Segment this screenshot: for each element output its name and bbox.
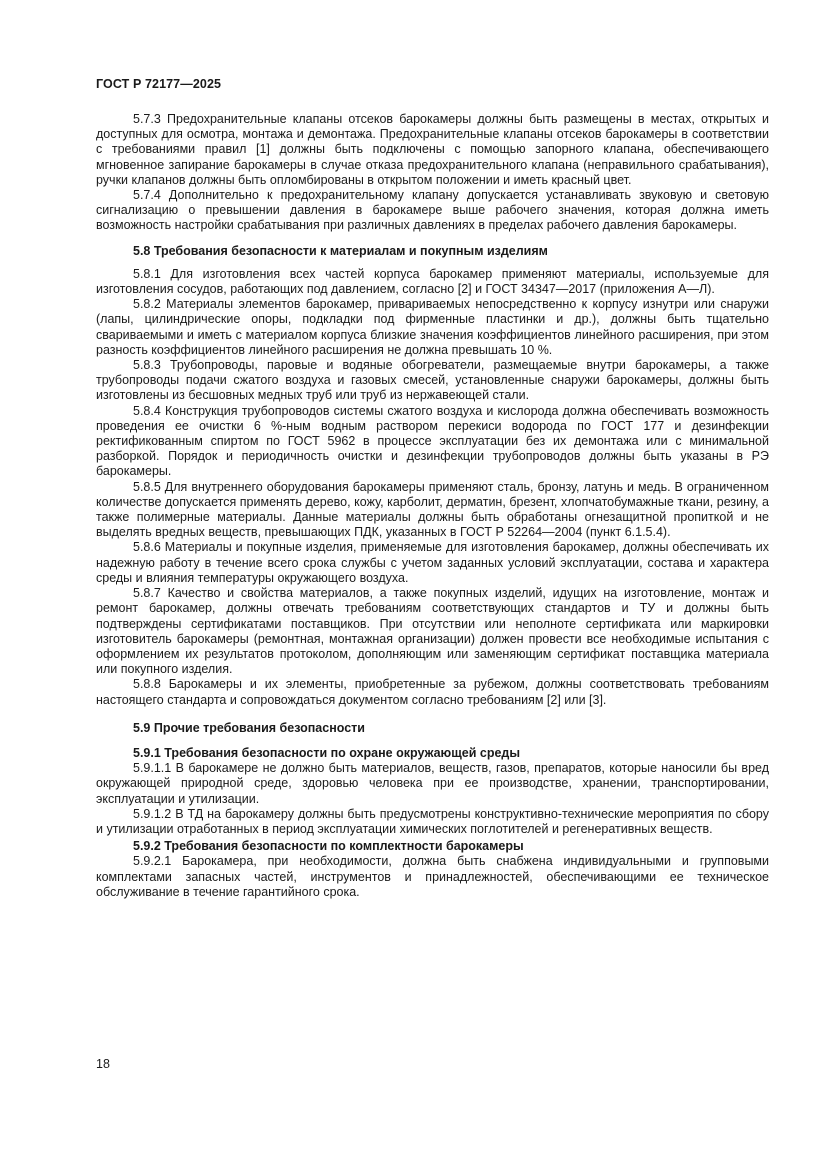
paragraph: 5.8.4 Конструкция трубопроводов системы сжатого воздуха и кислорода должна обеспечивать возможность проведения ее очистки 6 %-ным водным раствором перекиси водорода по ГОСТ 177 и дезинфекции ректификованным спиртом по ГОСТ 5962 в процессе эксплуатации без их демонтажа или с минимальной разборкой. Порядок и периодичность очистки и дезинфекции трубопроводов должны быть указаны в РЭ барокамеры. [96, 403, 769, 479]
paragraph: 5.7.4 Дополнительно к предохранительному клапану допускается устанавливать звуковую и световую сигнализацию о превышении давления в барокамере выше рабочего значения, которая должна иметь возможность настройки срабатывания при различных давлениях в пределах рабочего давления барокамеры. [96, 188, 769, 233]
document-header: ГОСТ Р 72177—2025 [96, 77, 222, 91]
page-body [96, 112, 769, 900]
paragraph: 5.8.7 Качество и свойства материалов, а также покупных изделий, идущих на изготовление, монтаж и ремонт барокамер, должны отвечать требованиям соответствующих стандартов и ТУ и должны быть подтверждены сертификатами поставщиков. При отсутствии или неполноте сертификата или маркировки изготовитель барокамеры (ремонтная, монтажная организации) должен провести все необходимые испытания с оформлением их результатов протоколом, дополняющим или заменяющим сертификат поставщика материала или покупного изделия. [96, 586, 769, 677]
paragraph: 5.8.5 Для внутреннего оборудования барокамеры применяют сталь, бронзу, латунь и медь. В ограниченном количестве допускается применять дерево, кожу, карболит, дерматин, брезент, хлопчатобумажные ткани, резину, а также полимерные материалы. Данные материалы должны быть обработаны огнезащитной пропиткой и не выделять вредных веществ, превышающих ПДК, указанных в ГОСТ Р 52264—2004 (пункт 6.1.5.4). [96, 479, 769, 540]
section-heading: 5.9 Прочие требования безопасности [133, 720, 365, 735]
paragraph: 5.7.3 Предохранительные клапаны отсеков барокамеры должны быть размещены в местах, открытых и доступных для осмотра, монтажа и демонтажа. Предохранительные клапаны отсеков барокамеры в соответствии с требованиями правил [1] должны быть подключены с помощью запорного клапана, обеспечивающего мгновенное запирание барокамеры в случае отказа предохранительного клапана (неправильного срабатывания), ручки клапанов должны быть опломбированы в открытом положении и иметь красный цвет. [96, 112, 769, 187]
paragraph: 5.8.2 Материалы элементов барокамер, привариваемых непосредственно к корпусу изнутри или снаружи (лапы, цилиндрические опоры, подкладки под фирменные пластинки и др.), должны быть тщательно свариваемыми и иметь с материалом корпуса близкие значения коэффициентов линейного расширения, при этом разность коэффициентов линейного расширения не должна превышать 10 %. [96, 297, 769, 357]
paragraph: 5.8.1 Для изготовления всех частей корпуса барокамер применяют материалы, используемые для изготовления сосудов, работающих под давлением, согласно [2] и ГОСТ 34347—2017 (приложения А—Л). [96, 266, 769, 297]
page-number: 18 [96, 1057, 110, 1071]
section-heading: 5.9.2 Требования безопасности по комплектности барокамеры [133, 839, 524, 854]
paragraph: 5.9.1.1 В барокамере не должно быть материалов, веществ, газов, препаратов, которые наносили бы вред окружающей природной среде, здоровью человека при ее производстве, хранении, транспортировании, эксплуатации и утилизации. [96, 761, 769, 806]
paragraph: 5.9.2.1 Барокамера, при необходимости, должна быть снабжена индивидуальными и групповыми комплектами запасных частей, инструментов и принадлежностей, обеспечивающими ее техническое обслуживание в течение гарантийного срока. [96, 854, 769, 899]
paragraph: 5.9.1.2 В ТД на барокамеру должны быть предусмотрены конструктивно-технические мероприятия по сбору и утилизации отработанных в период эксплуатации химических поглотителей и регенеративных веществ. [96, 806, 769, 836]
paragraph: 5.8.3 Трубопроводы, паровые и водяные обогреватели, размещаемые внутри барокамеры, а также трубопроводы подачи сжатого воздуха и газовых смесей, установленные снаружи барокамеры, должны быть изготовлены из бесшовных медных труб или труб из нержавеющей стали. [96, 358, 769, 403]
paragraph: 5.8.6 Материалы и покупные изделия, применяемые для изготовления барокамер, должны обеспечивать их надежную работу в течение всего срока службы с учетом заданных условий эксплуатации, состава и характера среды и влияния температуры окружающего воздуха. [96, 540, 769, 585]
section-heading: 5.8 Требования безопасности к материалам и покупным изделиям [133, 243, 548, 258]
section-heading: 5.9.1 Требования безопасности по охране окружающей среды [133, 745, 521, 760]
paragraph: 5.8.8 Барокамеры и их элементы, приобретенные за рубежом, должны соответствовать требованиям настоящего стандарта и сопровождаться документом согласно требованиям [2] или [3]. [96, 677, 769, 707]
